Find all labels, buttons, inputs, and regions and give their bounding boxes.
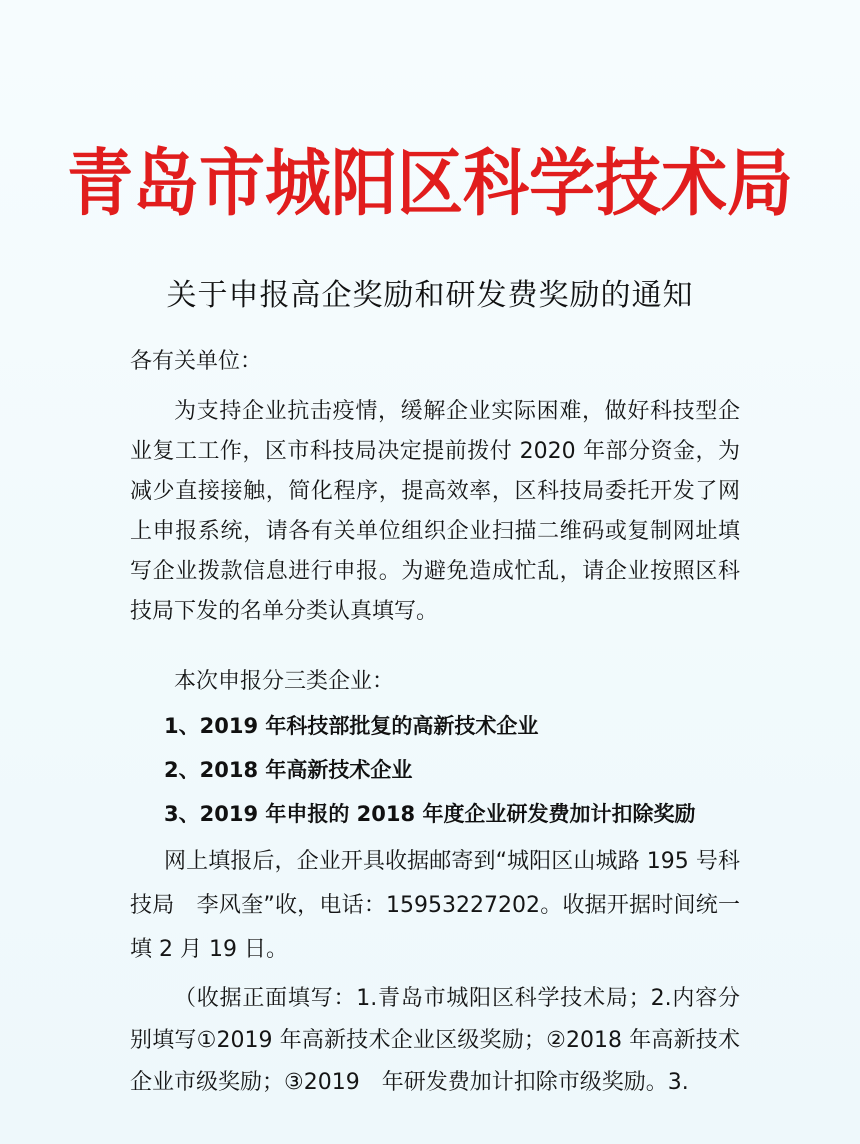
salutation: 各有关单位： [130, 349, 263, 374]
category-list [130, 704, 770, 836]
category-item: 3、2019 年申报的 2018 年度企业研发费加计扣除奖励 [164, 802, 696, 826]
paragraph-receipt-instructions: （收据正面填写：1.青岛市城阳区科学技术局；2.内容分别填写①2019 年高新技术企业区级奖励；②2018 年高新技术企业市级奖励；③2019 年研发费加计扣除市级奖励。3. [130, 986, 740, 1095]
paragraph-mailing-instructions: 网上填报后，企业开具收据邮寄到“城阳区山城路 195 号科技局 李风奎”收，电话：15953227202。收据开据时间统一填 2 月 19 日。 [130, 849, 740, 962]
category-item: 1、2019 年科技部批复的高新技术企业 [164, 714, 539, 738]
paragraph-background: 为支持企业抗击疫情，缓解企业实际困难，做好科技型企业复工工作，区市科技局决定提前拨付 2020 年部分资金，为减少直接接触，简化程序，提高效率，区科技局委托开发了网上申报系统，请各有关单位组织企业扫描二维码或复制网址填写企业拨款信息进行申报。为避免造成忙乱，请企业按照区科技局下发的名单分类认真填写。 [130, 399, 740, 624]
categories-intro: 本次申报分三类企业： [174, 669, 395, 694]
organization-header: 青岛市城阳区科学技术局 [67, 141, 793, 227]
category-item: 2、2018 年高新技术企业 [164, 758, 413, 782]
notice-title: 关于申报高企奖励和研发费奖励的通知 [166, 278, 694, 313]
